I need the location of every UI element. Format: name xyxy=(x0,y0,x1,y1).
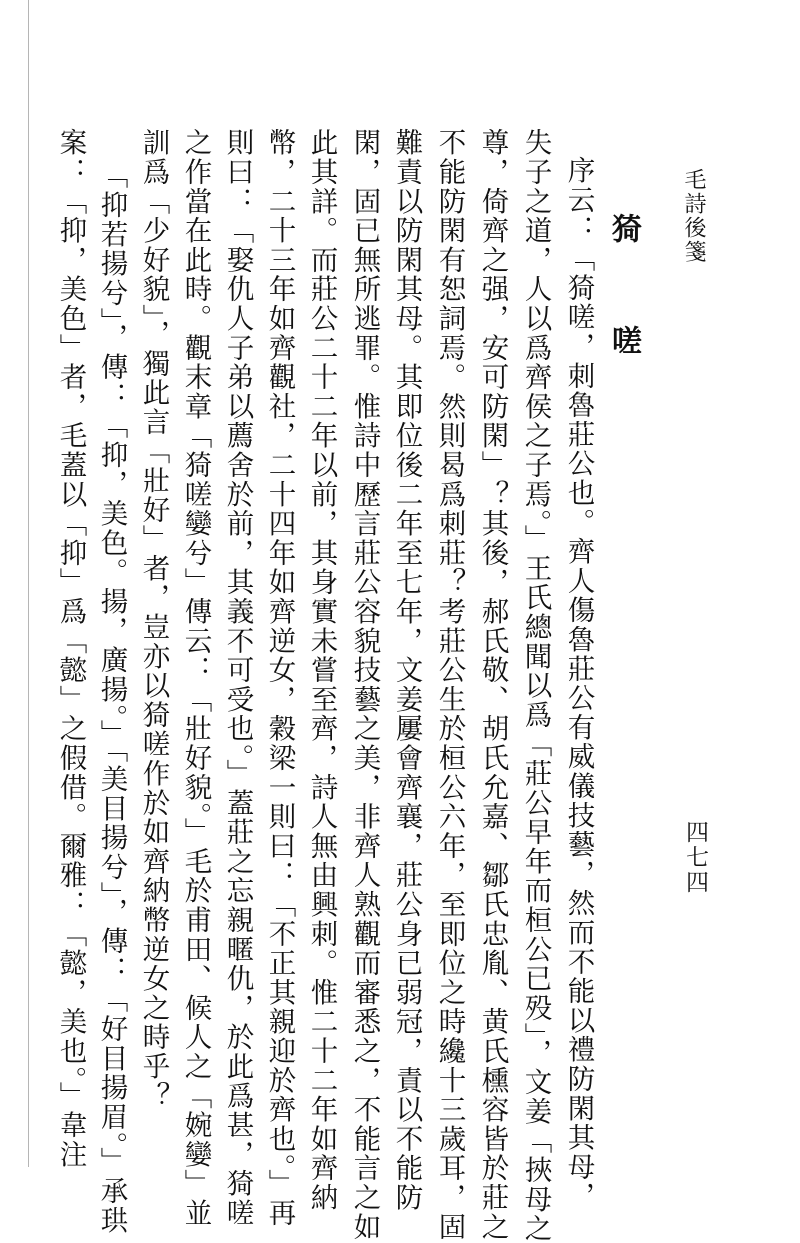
page-number: 四七四 xyxy=(682,820,708,895)
text-column-1: 序云：「猗嗟，刺魯莊公也。齊人傷魯莊公有威儀技藝，然而不能以禮防閑其母， xyxy=(562,156,595,1211)
text-column-8: 幣，二十三年如齊觀社，二十四年如齊逆女，穀梁一則曰：「不正其親迎於齊也。」再 xyxy=(263,128,296,1228)
text-column-9: 則曰：「娶仇人子弟以薦舍於前，其義不可受也。」蓋莊之忘親暱仇，於此爲甚，猗嗟 xyxy=(221,128,254,1228)
poem-title: 猗 嗟 xyxy=(606,213,641,381)
page-edge-line xyxy=(28,0,29,1167)
text-column-10: 之作當在此時。觀末章「猗嗟孌兮」傳云：「壯好貌。」毛於甫田、候人之「婉孌」並 xyxy=(179,128,212,1228)
text-column-5: 難責以防閑其母。其即位後二年至七年，文姜屢會齊襄，莊公身已弱冠，責以不能防 xyxy=(390,128,423,1213)
text-column-11: 訓爲「少好貌」，獨此言「壯好」者，豈亦以猗嗟作於如齊納幣逆女之時乎？ xyxy=(137,128,170,1111)
text-column-4: 不能防閑有恕詞焉。然則曷爲刺莊？考莊公生於桓公六年，至即位之時纔十三歲耳，固 xyxy=(433,128,466,1242)
text-column-6: 閑，固已無所逃罪。惟詩中歷言莊公容貌技藝之美，非齊人熟觀而審悉之，不能言之如 xyxy=(348,128,381,1242)
text-column-2: 失子之道，人以爲齊侯之子焉。」王氏總聞以爲「莊公早年而桓公已殁」，文姜「挾母之 xyxy=(519,128,552,1243)
text-column-3: 尊，倚齊之强，安可防閑」？其後，郝氏敬、胡氏允嘉、鄒氏忠胤、黄氏櫄容皆於莊之 xyxy=(476,128,509,1242)
text-column-13: 案：「抑，美色」者，毛蓋以「抑」爲「懿」之假借。爾雅：「懿，美也。」韋注 xyxy=(54,128,87,1170)
running-title: 毛詩後箋 xyxy=(681,168,706,264)
text-column-7: 此其詳。而莊公二十二年以前，其身實未嘗至齊，詩人無由興刺。惟二十二年如齊納 xyxy=(305,128,338,1213)
text-column-12: 「抑若揚兮」，傳：「抑，美色。揚，廣揚。」「美目揚兮」，傳：「好目揚眉。」承珙 xyxy=(95,161,128,1235)
